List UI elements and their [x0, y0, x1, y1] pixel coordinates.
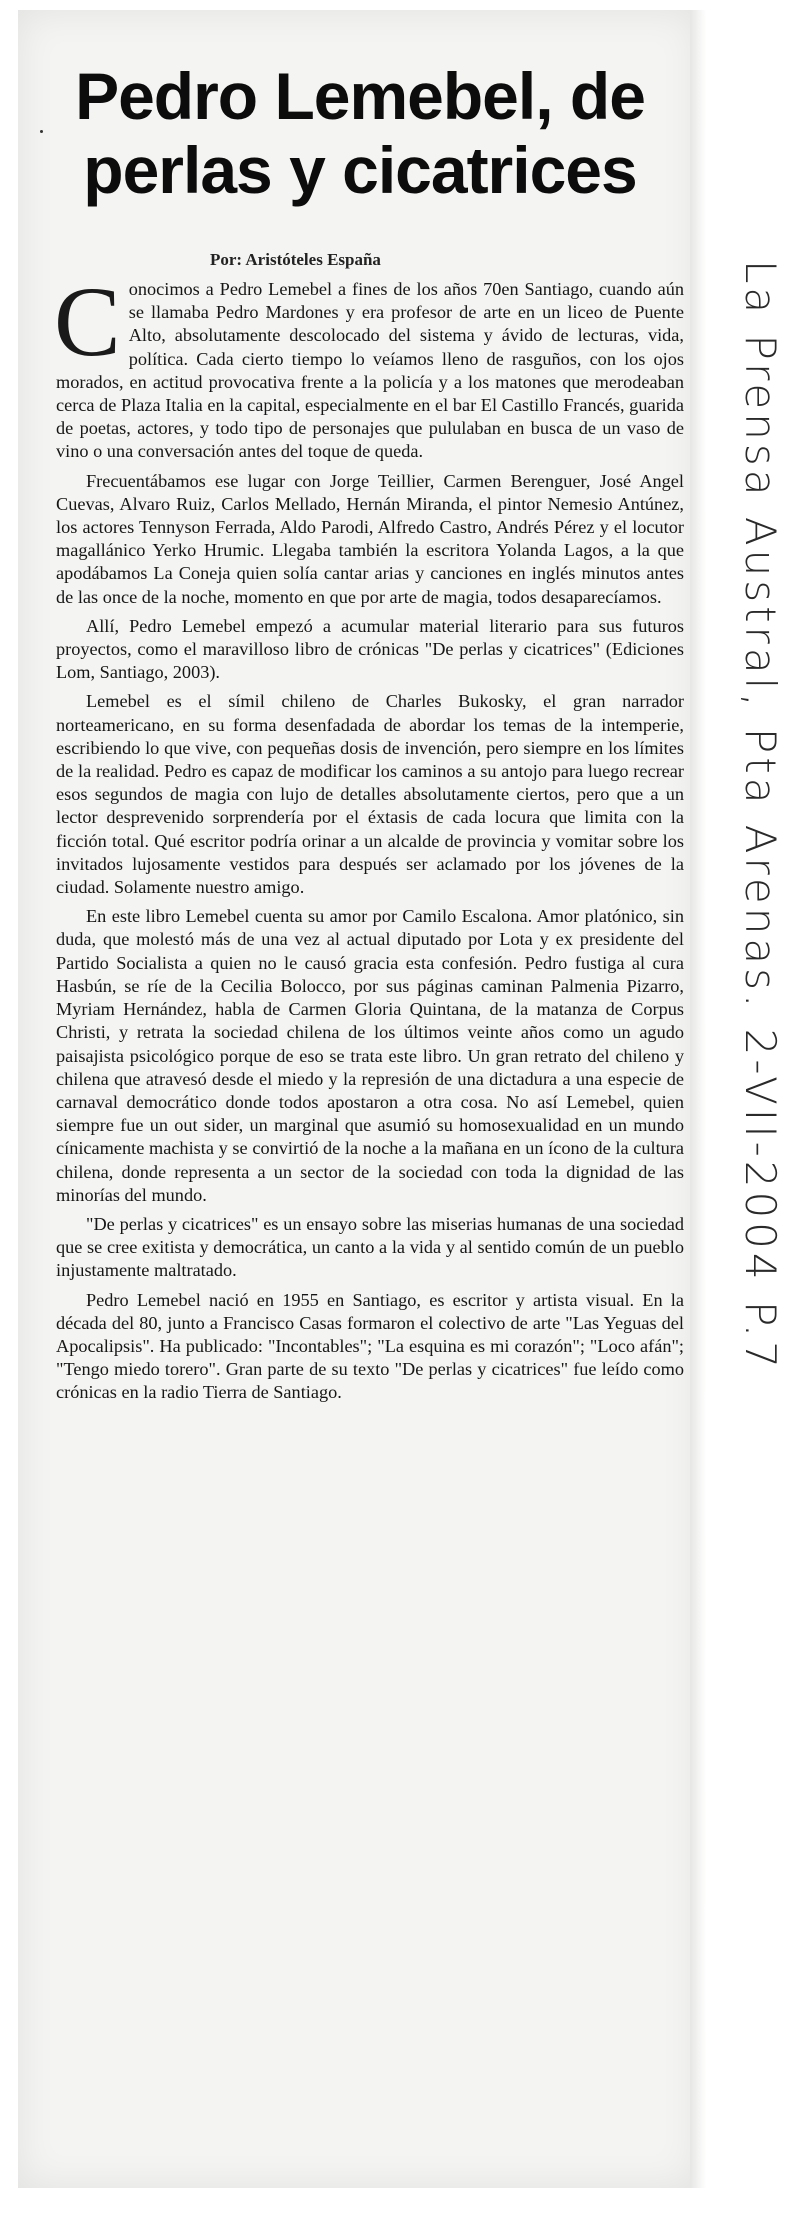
paragraph-2: Frecuentábamos ese lugar con Jorge Teillier, Carmen Berenguer, José Angel Cuevas, Alvaro Ruiz, Carlos Mellado, Hernán Miranda, el pintor Nemesio Antúnez, los actores Tennyson Ferrada, Aldo Parodi, Alfredo Castro, Andrés Pérez y el locutor magallánico Yerko Hrumic. Llegaba también la escritora Yolanda Lagos, a la que apodábamos La Coneja quien solía cantar arias y canciones en inglés minutos antes de las once de la noche, momento en que por arte de magia, todos desaparecíamos.: [56, 470, 684, 607]
paragraph-5: En este libro Lemebel cuenta su amor por Camilo Escalona. Amor platónico, sin duda, que molestó más de una vez al actual diputado por Lota y ex presidente del Partido Socialista a quien no le causó gracia esta confesión. Pedro fustiga al cura Hasbún, se ríe de la Cecilia Bolocco, por sus páginas caminan Palmenia Pizarro, Myriam Hernández, habla de Carmen Gloria Quintana, de la matanza de Corpus Christi, y retrata la sociedad chilena de los últimos veinte años como un agudo paisajista psicológico porque de eso se trata este libro. Un gran retrato del chileno y chilena que atravesó desde el miedo y la represión de una dictadura a una especie de carnaval democrático donde todos apostaron a otra cosa. No así Lemebel, quien siempre fue un out sider, un marginal que asumió su homosexualidad en un mundo cínicamente machista y se convirtió de la noche a la mañana en un ícono de la cultura chilena, donde representa a un sector de la sociedad con toda la dignidad de las minorías del mundo.: [56, 906, 684, 1205]
paragraph-1-text: onocimos a Pedro Lemebel a fines de los años 70en Santiago, cuando aún se llamaba Pedro Mardones y era profesor de arte en un liceo de Puente Alto, absolutamente descolocado del sistema y ávido de lecturas, vida, política. Cada cierto tiempo lo veíamos lleno de rasguños, con los ojos morados, en actitud provocativa frente a la policía y a los matones que merodeaban cerca de Plaza Italia en la capital, especialmente en el bar El Castillo Francés, guarida de poetas, actores, y todo tipo de personajes que pululaban en busca de un vaso de vino o una conversación antes del toque de queda.: [56, 279, 684, 462]
drop-cap: C: [54, 266, 121, 377]
handwritten-source-note: La Prensa Austral, Pta Arenas. 2-VII-2004 P.7: [736, 260, 785, 1372]
article-byline: Por: Aristóteles España: [210, 250, 381, 269]
paragraph-6: "De perlas y cicatrices" es un ensayo sobre las miserias humanas de una sociedad que se cree exitista y democrática, un canto a la vida y al sentido común de un pueblo injustamente maltratado.: [56, 1213, 684, 1281]
paragraph-7: Pedro Lemebel nació en 1955 en Santiago, es escritor y artista visual. En la década del 80, junto a Francisco Casas formaron el colectivo de arte "Las Yeguas del Apocalipsis". Ha publicado: "Incontables"; "La esquina es mi corazón"; "Loco afán"; "Tengo miedo torero". Gran parte de su texto "De perlas y cicatrices" fue leído como crónicas en la radio Tierra de Santiago.: [56, 1289, 684, 1403]
paragraph-1: [54, 266, 684, 464]
article-headline: Pedro Lemebel, de perlas y cicatrices: [75, 59, 645, 207]
paragraph-3: Allí, Pedro Lemebel empezó a acumular material literario para sus futuros proyectos, como el maravilloso libro de crónicas "De perlas y cicatrices" (Ediciones Lom, Santiago, 2003).: [56, 615, 684, 683]
clipping-edge: [690, 10, 706, 2188]
article-body: [54, 266, 684, 1411]
paragraph-4: Lemebel es el símil chileno de Charles Bukosky, el gran narrador norteamericano, en su forma desenfadada de abordar los temas de la intemperie, escribiendo lo que vive, con pequeñas dosis de invención, pero siempre en los límites de la realidad. Pedro es capaz de modificar los caminos a su antojo para luego recrear esos segundos de magia con lujo de detalles absolutamente ciertos, pero que a un lector desprevenido sorprendería por el éxtasis de cada locura que limita con la ficción total. Qué escritor podría orinar a un alcalde de provincia y vomitar sobre los invitados lujosamente vestidos para después ser aclamado por los jóvenes de la ciudad. Solamente nuestro amigo.: [56, 691, 684, 898]
